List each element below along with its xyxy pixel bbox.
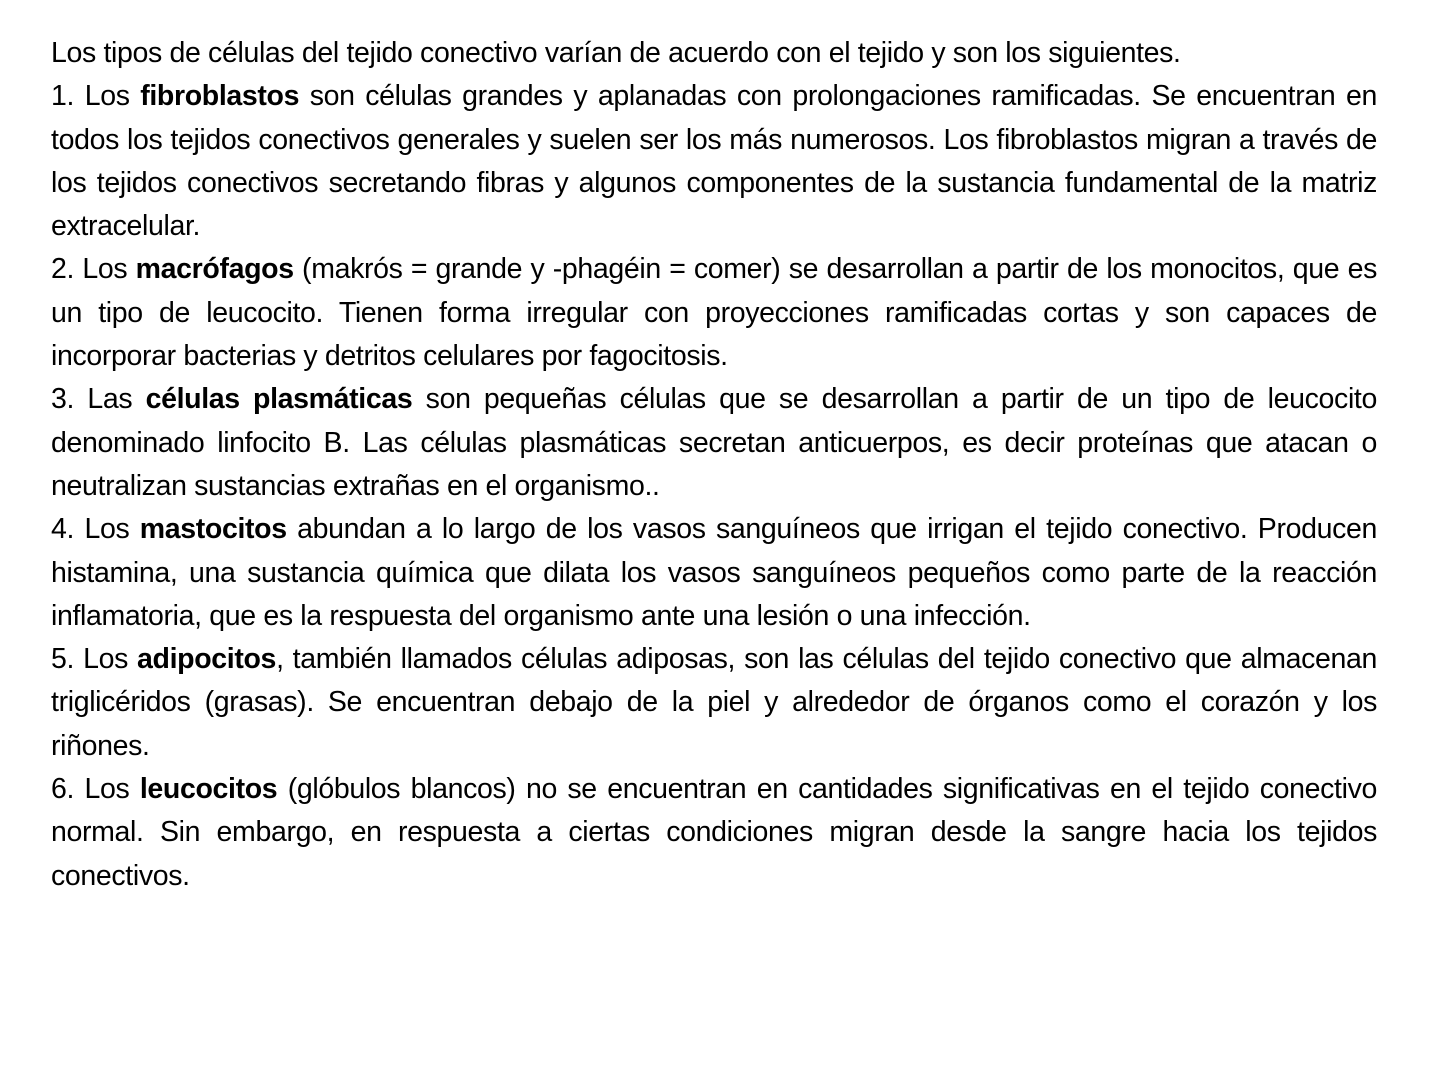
item-prefix: 1. Los xyxy=(51,80,141,113)
item-text: son pequeñas células que se desarrollan a partir de un tipo de leucocito denominado linfocito B. Las células plasmáticas secretan anticuerpos, es decir proteínas que atacan o neutralizan sustancias extrañas en el organismo.. xyxy=(51,383,1377,502)
list-item-fibroblastos xyxy=(51,75,1377,248)
list-item-leucocitos xyxy=(51,768,1377,898)
item-term: macrófagos xyxy=(135,253,294,286)
list-item-macrofagos xyxy=(51,248,1377,378)
item-prefix: 2. Los xyxy=(51,253,136,286)
item-prefix: 4. Los xyxy=(51,513,140,546)
document-page xyxy=(51,32,1377,898)
item-term: leucocitos xyxy=(139,773,278,806)
item-prefix: 5. Los xyxy=(51,643,138,676)
item-text: (glóbulos blancos) no se encuentran en cantidades significativas en el tejido conectivo normal. Sin embargo, en respuesta a ciertas condiciones migran desde la sangre hacia los tejidos conectivos. xyxy=(51,773,1378,892)
list-item-celulas-plasmaticas xyxy=(51,378,1377,508)
item-term: células plasmáticas xyxy=(145,383,413,416)
item-text: (makrós = grande y -phagéin = comer) se desarrollan a partir de los monocitos, que es un tipo de leucocito. Tienen forma irregular con proyecciones ramificadas cortas y son capaces de incorporar bacterias y detritos celulares por fagocitosis. xyxy=(51,253,1377,373)
item-text: , también llamados células adiposas, son las células del tejido conectivo que almacenan triglicéridos (grasas). Se encuentran debajo de la piel y alrededor de órganos como el corazón y los riñones. xyxy=(51,643,1377,762)
item-term: adipocitos xyxy=(137,643,277,676)
intro-paragraph: Los tipos de células del tejido conectivo varían de acuerdo con el tejido y son los siguientes. xyxy=(51,37,1181,69)
item-term: mastocitos xyxy=(139,513,287,546)
list-item-mastocitos xyxy=(51,508,1377,638)
item-term: fibroblastos xyxy=(140,80,300,113)
item-prefix: 6. Los xyxy=(51,773,140,806)
item-prefix: 3. Las xyxy=(51,383,146,416)
list-item-adipocitos xyxy=(51,638,1377,768)
item-text: son células grandes y aplanadas con prolongaciones ramificadas. Se encuentran en todos los tejidos conectivos generales y suelen ser los más numerosos. Los fibroblastos migran a través de los tejidos conectivos secretando fibras y algunos componentes de la sustancia fundamental de la matriz extracelular. xyxy=(51,80,1377,243)
item-text: abundan a lo largo de los vasos sanguíneos que irrigan el tejido conectivo. Producen histamina, una sustancia química que dilata los vasos sanguíneos pequeños como parte de la reacción inflamatoria, que es la respuesta del organismo ante una lesión o una infección. xyxy=(51,513,1377,632)
